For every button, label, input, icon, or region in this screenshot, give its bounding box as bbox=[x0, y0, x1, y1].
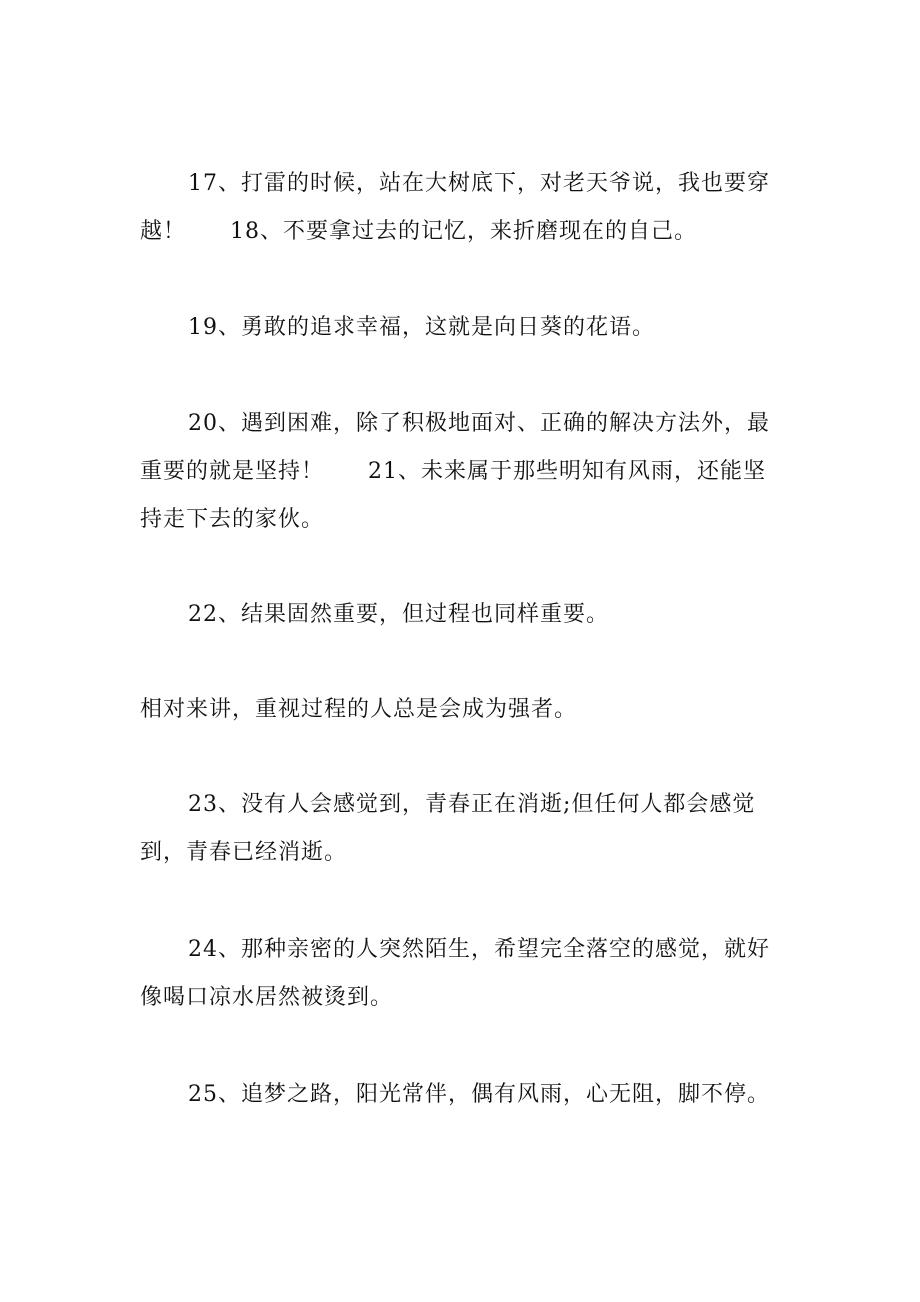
paragraph-22-continued bbox=[140, 686, 780, 734]
paragraph-19 bbox=[140, 304, 780, 352]
paragraph-20-21 bbox=[140, 400, 780, 544]
quote-25: 25、追梦之路，阳光常伴，偶有风雨，心无阻，脚不停。 bbox=[188, 1082, 770, 1107]
paragraph-17-18 bbox=[140, 160, 780, 256]
quote-17: 17、打雷的时候，站在大树底下，对老天爷说，我也要穿越！ bbox=[140, 171, 770, 244]
quote-24: 24、那种亲密的人突然陌生，希望完全落空的感觉，就好像喝口凉水居然被烫到。 bbox=[140, 937, 770, 1010]
quote-23: 23、没有人会感觉到，青春正在消逝;但任何人都会感觉到，青春已经消逝。 bbox=[140, 792, 756, 865]
paragraph-25 bbox=[140, 1071, 780, 1119]
document-body bbox=[140, 160, 780, 1119]
quote-20: 20、遇到困难，除了积极地面对、正确的解决方法外，最重要的就是坚持！ bbox=[140, 411, 770, 484]
paragraph-22 bbox=[140, 591, 780, 639]
quote-21: 21、未来属于那些明知有风雨，还能坚持走下去的家伙。 bbox=[140, 459, 767, 532]
quote-19: 19、勇敢的追求幸福，这就是向日葵的花语。 bbox=[188, 315, 655, 340]
quote-18: 18、不要拿过去的记忆，来折磨现在的自己。 bbox=[230, 219, 698, 244]
quote-22-continued: 相对来讲，重视过程的人总是会成为强者。 bbox=[140, 697, 578, 722]
quote-22: 22、结果固然重要，但过程也同样重要。 bbox=[188, 602, 609, 627]
paragraph-23 bbox=[140, 781, 780, 877]
paragraph-24 bbox=[140, 926, 780, 1022]
